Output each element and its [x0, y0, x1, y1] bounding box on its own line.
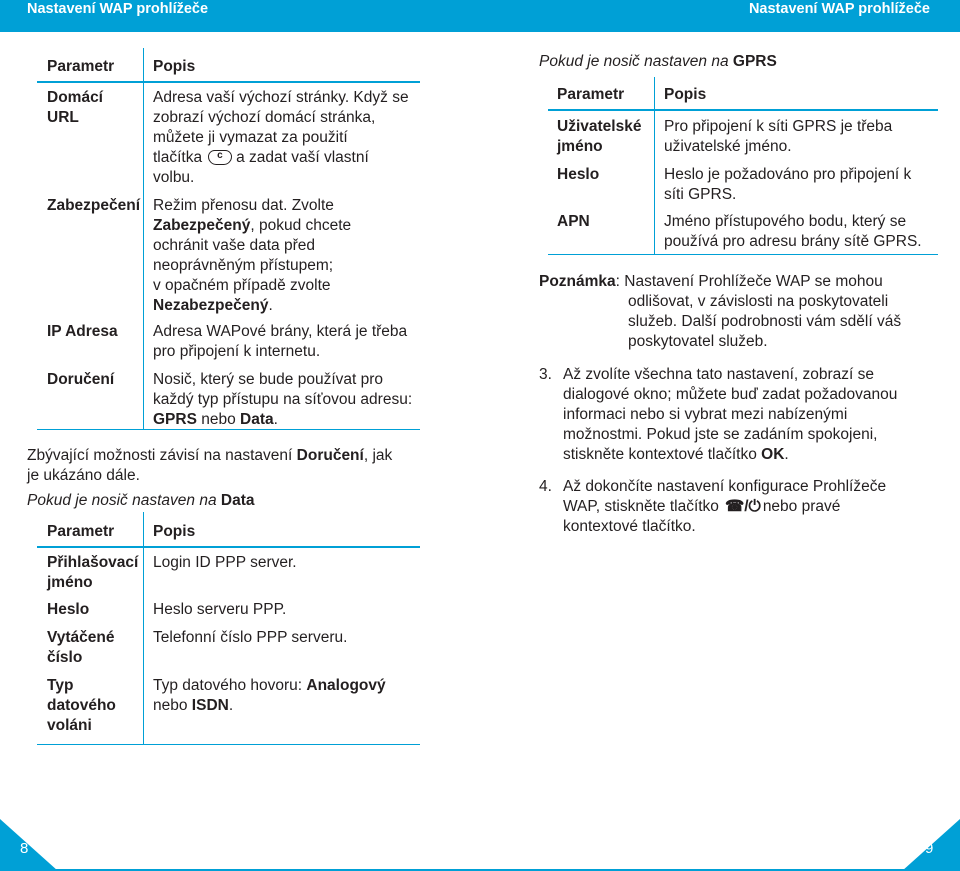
t1-row2-desc: Režim přenosu dat. Zvolte Zabezpečený, pokud chcete ochránit vaše data před neoprávněným přístupem; v opačném případě zvolte Nezabezpečený. — [153, 197, 352, 314]
t3-header-rule — [548, 109, 938, 111]
t2-row3-param: Vytáčené číslo — [47, 629, 115, 666]
gprs-bearer-heading: Pokud je nosič nastaven na GPRS — [539, 53, 777, 70]
t3-row2-param: Heslo — [557, 166, 600, 183]
t1-row4-desc: Nosič, který se bude používat pro každý typ přístupu na síťovou adresu: GPRS nebo Data. — [153, 371, 413, 428]
t3-row1-param: Uživatelské jméno — [557, 118, 642, 155]
t2-column-divider — [143, 512, 144, 745]
t1-row1-desc: Adresa vaší výchozí stránky. Když se zobrazí výchozí domácí stránka, můžete ji vymazat za použití tlačítkac a zadat vaší vlastní volbu. — [153, 88, 423, 188]
t3-row2-desc: Heslo je požadováno pro připojení k síti GPRS. — [664, 166, 912, 203]
t1-row3-desc: Adresa WAPové brány, která je třeba pro připojení k internetu. — [153, 323, 408, 360]
header-title-left: Nastavení WAP prohlížeče — [27, 1, 209, 17]
t2-row1-desc: Login ID PPP server. — [153, 554, 297, 571]
t2-row4-desc: Typ datového hovoru: Analogový nebo ISDN. — [153, 677, 386, 714]
end-power-key-icon: ☎/⏻ — [724, 498, 761, 515]
header-title-right: Nastavení WAP prohlížeče — [748, 1, 930, 17]
t1-row4-param: Doručení — [47, 371, 115, 388]
t3-col-desc-header: Popis — [664, 86, 707, 103]
page-header-bar — [0, 0, 960, 32]
page-number-right: 9 — [925, 840, 934, 857]
t1-bottom-rule — [37, 429, 420, 430]
note-block: Poznámka: Nastavení Prohlížeče WAP se mohou odlišovat, v závislosti na poskytovateli služeb. Další podrobnosti vám sdělí váš poskytovatel služeb. — [539, 273, 902, 350]
t3-bottom-rule — [548, 254, 938, 255]
t2-row2-desc: Heslo serveru PPP. — [153, 601, 287, 618]
t1-col-param-header: Parametr — [47, 58, 115, 75]
t2-col-param-header: Parametr — [47, 523, 115, 540]
t2-row2-param: Heslo — [47, 601, 90, 618]
t3-column-divider — [654, 77, 655, 255]
c-key-icon — [208, 150, 232, 165]
step-3-text: Až zvolíte všechna tato nastavení, zobrazí se dialogové okno; můžete buď zadat požadovanou informaci nebo si vybrat mezi nabízenými možnostmi. Pokud jste se zadáním spokojeni, stiskněte kontextové tlačítko OK. — [563, 366, 898, 463]
note-label: Poznámka — [539, 273, 616, 290]
footer-left-page-tab — [0, 819, 58, 871]
t1-row1-param: Domácí URL — [47, 89, 103, 126]
t2-row1-param: Přihlašovací jméno — [47, 554, 139, 591]
page-number-left: 8 — [20, 840, 29, 857]
step-3-number: 3. — [539, 366, 552, 383]
t2-bottom-rule — [37, 744, 420, 745]
step-4-number: 4. — [539, 478, 552, 495]
t2-col-desc-header: Popis — [153, 523, 196, 540]
t2-row4-param: Typ datového voláni — [47, 677, 116, 734]
t1-row3-param: IP Adresa — [47, 323, 118, 340]
data-bearer-heading: Pokud je nosič nastaven na Data — [27, 492, 255, 509]
bearer-note-paragraph: Zbývající možnosti závisí na nastavení Doručení, jak je ukázáno dále. — [27, 447, 393, 484]
t1-row2-param: Zabezpečení — [47, 197, 141, 214]
t3-row3-param: APN — [557, 213, 590, 230]
t3-col-param-header: Parametr — [557, 86, 625, 103]
t2-header-rule — [37, 546, 420, 548]
t3-row1-desc: Pro připojení k síti GPRS je třeba uživatelské jméno. — [664, 118, 893, 155]
t3-row3-desc: Jméno přístupového bodu, který se používá pro adresu brány sítě GPRS. — [664, 213, 922, 250]
t1-column-divider — [143, 48, 144, 430]
step-4-text: Až dokončíte nastavení konfigurace Prohlížeče WAP, stiskněte tlačítko ☎/⏻ nebo pravé kontextové tlačítko. — [563, 478, 887, 535]
t1-col-desc-header: Popis — [153, 58, 196, 75]
t1-header-rule — [37, 81, 420, 83]
t2-row3-desc: Telefonní číslo PPP serveru. — [153, 629, 348, 646]
